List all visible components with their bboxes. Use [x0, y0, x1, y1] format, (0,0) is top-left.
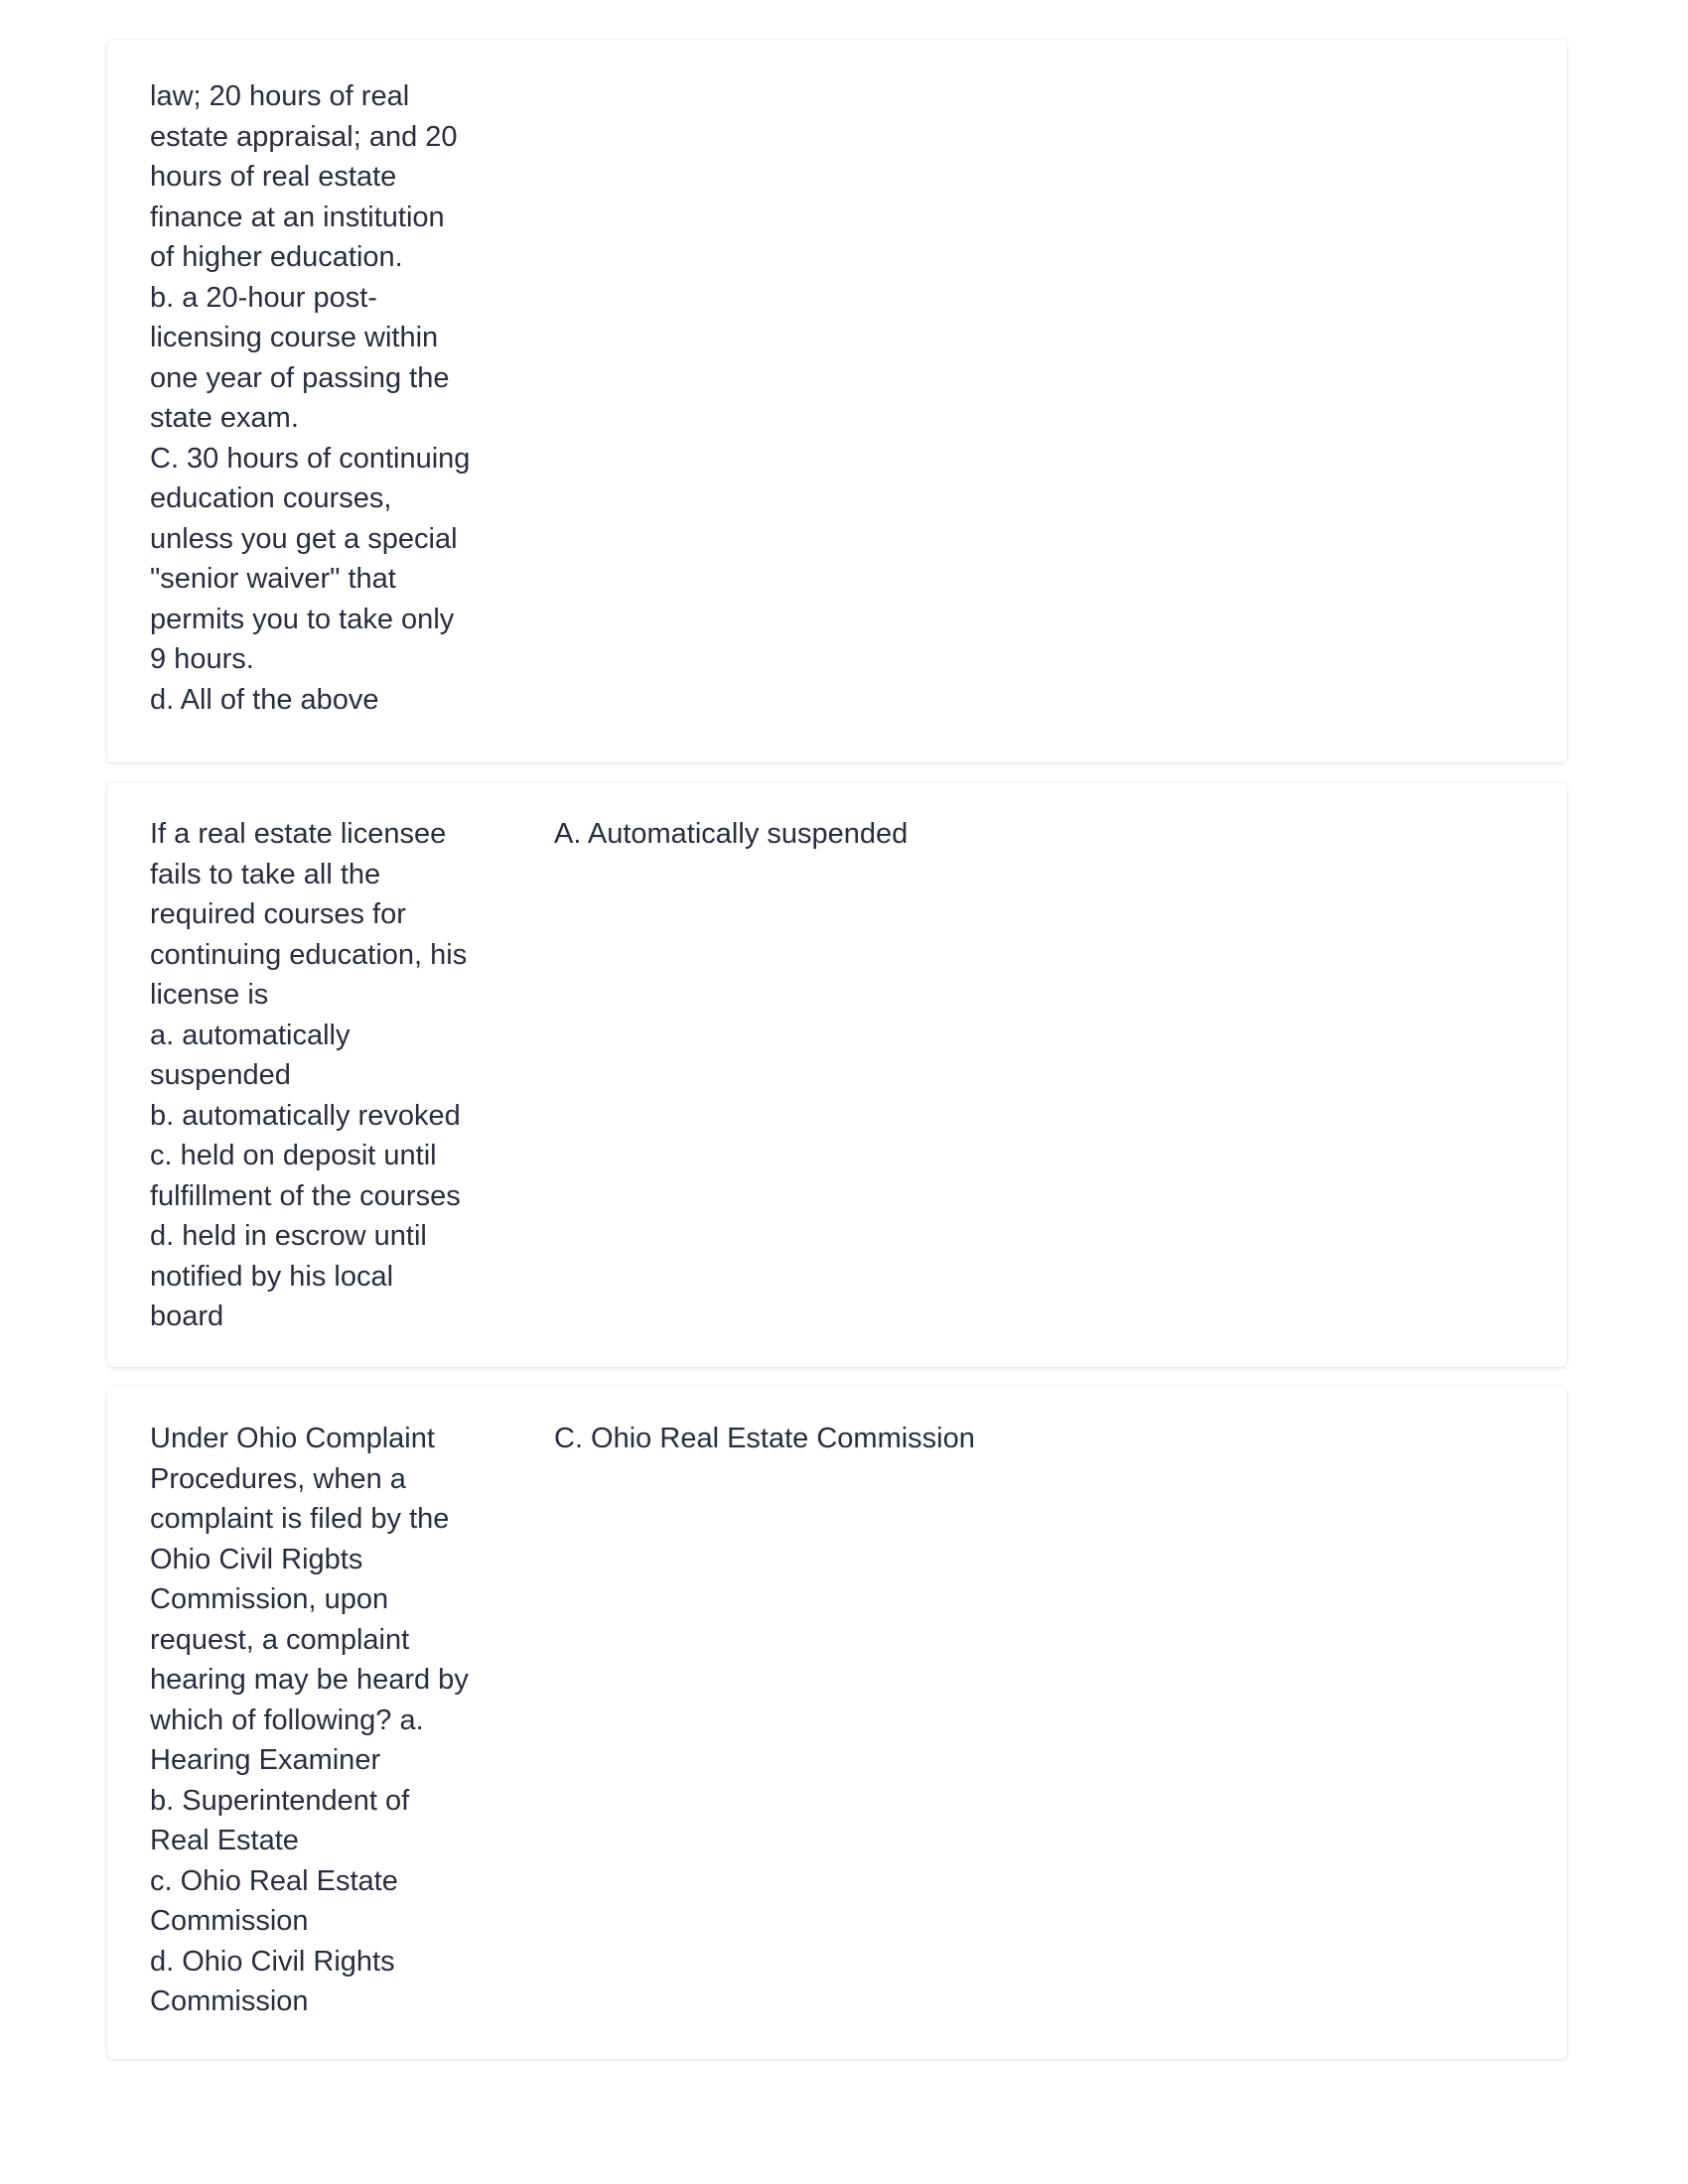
question-line: a. automatically	[150, 1019, 351, 1051]
question-line: d. All of the above	[150, 683, 379, 716]
question-line: c. held on deposit until	[150, 1140, 437, 1171]
question-line: complaint is filed by the	[150, 1503, 450, 1535]
question-line: c. Ohio Real Estate	[150, 1864, 398, 1897]
question-line: Commission	[150, 1985, 309, 2017]
question-line: education courses,	[150, 482, 392, 514]
question-line: fails to take all the	[150, 858, 381, 890]
question-line: Hearing Examiner	[150, 1744, 381, 1776]
question-line: fulfillment of the courses	[150, 1179, 461, 1212]
question-line: Commission, upon	[150, 1583, 389, 1615]
question-line: b. Superintendent of	[150, 1784, 410, 1817]
question-line: notified by his local	[150, 1260, 394, 1293]
flashcard-2	[107, 782, 1567, 1367]
question-line: finance at an institution	[150, 201, 445, 233]
question-line: state exam.	[150, 402, 299, 434]
question-line: hours of real estate	[150, 161, 397, 193]
question-line: unless you get a special	[150, 522, 458, 555]
question-line: suspended	[150, 1059, 291, 1091]
question-line: of higher education.	[150, 241, 403, 273]
question-text	[150, 814, 507, 1337]
question-line: Procedures, when a	[150, 1462, 406, 1495]
answer-text: C. Ohio Real Estate Commission	[554, 1423, 975, 1454]
question-line: Commission	[150, 1905, 309, 1937]
flashcard-3	[107, 1387, 1567, 2059]
question-line: required courses for	[150, 898, 406, 930]
answer-text: A. Automatically suspended	[554, 818, 909, 850]
question-line: Under Ohio Complaint	[150, 1423, 435, 1454]
question-line: b. a 20-hour post-	[150, 281, 377, 314]
flashcard-1	[107, 40, 1567, 762]
question-line: which of following? a.	[150, 1704, 424, 1736]
question-line: license is	[150, 979, 269, 1011]
question-text	[150, 76, 507, 720]
question-line: one year of passing the	[150, 361, 450, 394]
question-line: Ohio Civil Rigbts	[150, 1543, 363, 1575]
question-line: licensing course within	[150, 322, 439, 353]
question-line: board	[150, 1300, 224, 1332]
question-line: 9 hours.	[150, 643, 254, 675]
question-line: continuing education, his	[150, 938, 468, 971]
question-line: Real Estate	[150, 1825, 299, 1856]
question-line: d. Ohio Civil Rights	[150, 1945, 395, 1978]
question-line: "senior waiver" that	[150, 563, 396, 595]
question-line: law; 20 hours of real	[150, 80, 410, 112]
question-line: permits you to take only	[150, 603, 455, 635]
question-line: estate appraisal; and 20	[150, 120, 458, 153]
question-line: b. automatically revoked	[150, 1099, 461, 1132]
question-text	[150, 1419, 507, 2022]
question-line: If a real estate licensee	[150, 818, 447, 850]
question-line: C. 30 hours of continuing	[150, 442, 471, 475]
question-line: hearing may be heard by	[150, 1664, 469, 1696]
question-line: d. held in escrow until	[150, 1220, 427, 1252]
question-line: request, a complaint	[150, 1623, 410, 1656]
